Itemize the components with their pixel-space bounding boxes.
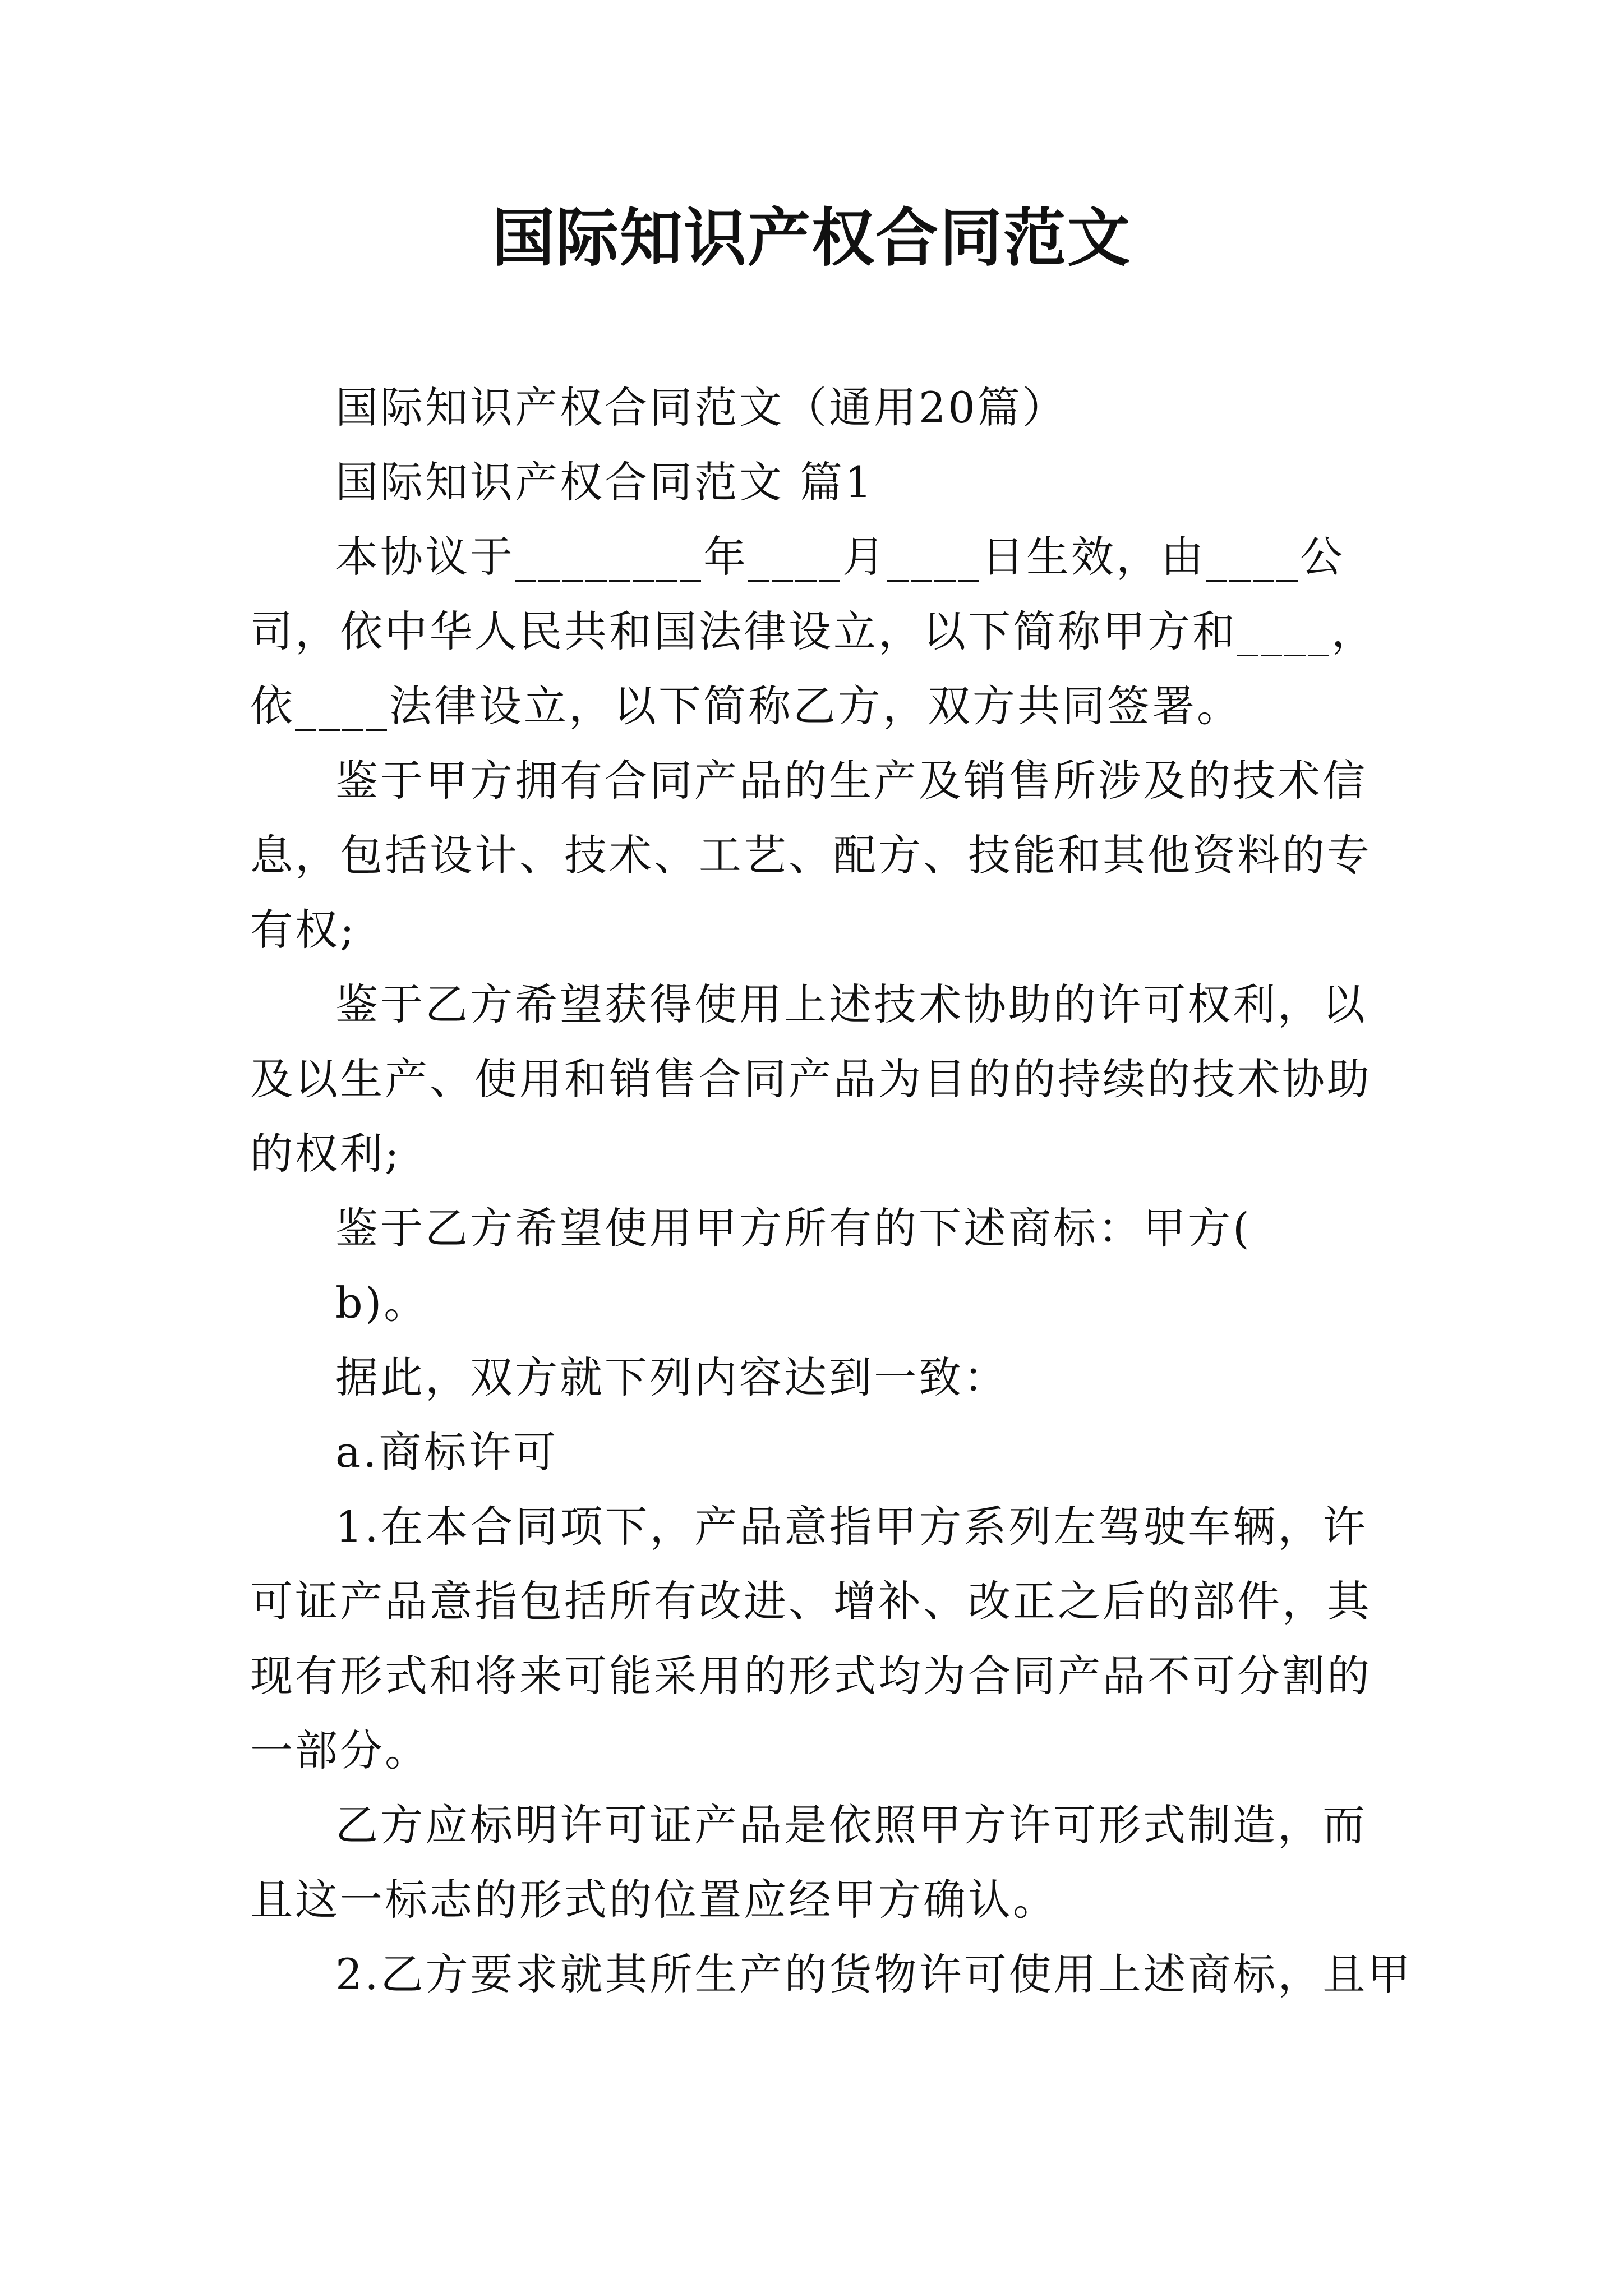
paragraph: 2.乙方要求就其所生产的货物许可使用上述商标，且甲 [335, 1949, 1413, 1999]
paragraph: 本协议于________年____月____日生效，由____公司，依中华人民共和国法律设立，以下简称甲方和____，依____法律设立，以下简称乙方，双方共同签署。 [250, 532, 1376, 731]
paragraph: b)。 [335, 1278, 429, 1328]
paragraph: 鉴于乙方希望使用甲方所有的下述商标：甲方( [335, 1203, 1252, 1253]
paragraph: 据此，双方就下列内容达到一致： [335, 1352, 1008, 1402]
paragraph: 鉴于乙方希望获得使用上述技术协助的许可权利，以及以生产、使用和销售合同产品为目的的持续的技术协助的权利; [250, 979, 1372, 1179]
paragraph-subtitle: 国际知识产权合同范文（通用20篇） [335, 383, 1067, 432]
paragraph-section-heading: 国际知识产权合同范文 篇1 [335, 457, 874, 507]
paragraph-clause-heading: a.商标许可 [335, 1427, 559, 1477]
paragraph: 1.在本合同项下，产品意指甲方系列左驾驶车辆，许可证产品意指包括所有改进、增补、改正之后的部件，其现有形式和将来可能采用的形式均为合同产品不可分割的一部分。 [250, 1502, 1372, 1775]
paragraph: 鉴于甲方拥有合同产品的生产及销售所涉及的技术信息，包括设计、技术、工艺、配方、技能和其他资料的专有权; [250, 756, 1372, 955]
paragraph: 乙方应标明许可证产品是依照甲方许可形式制造，而且这一标志的形式的位置应经甲方确认。 [250, 1800, 1367, 1925]
document-body [250, 370, 1413, 2012]
document-title: 国际知识产权合同范文 [492, 201, 1131, 275]
